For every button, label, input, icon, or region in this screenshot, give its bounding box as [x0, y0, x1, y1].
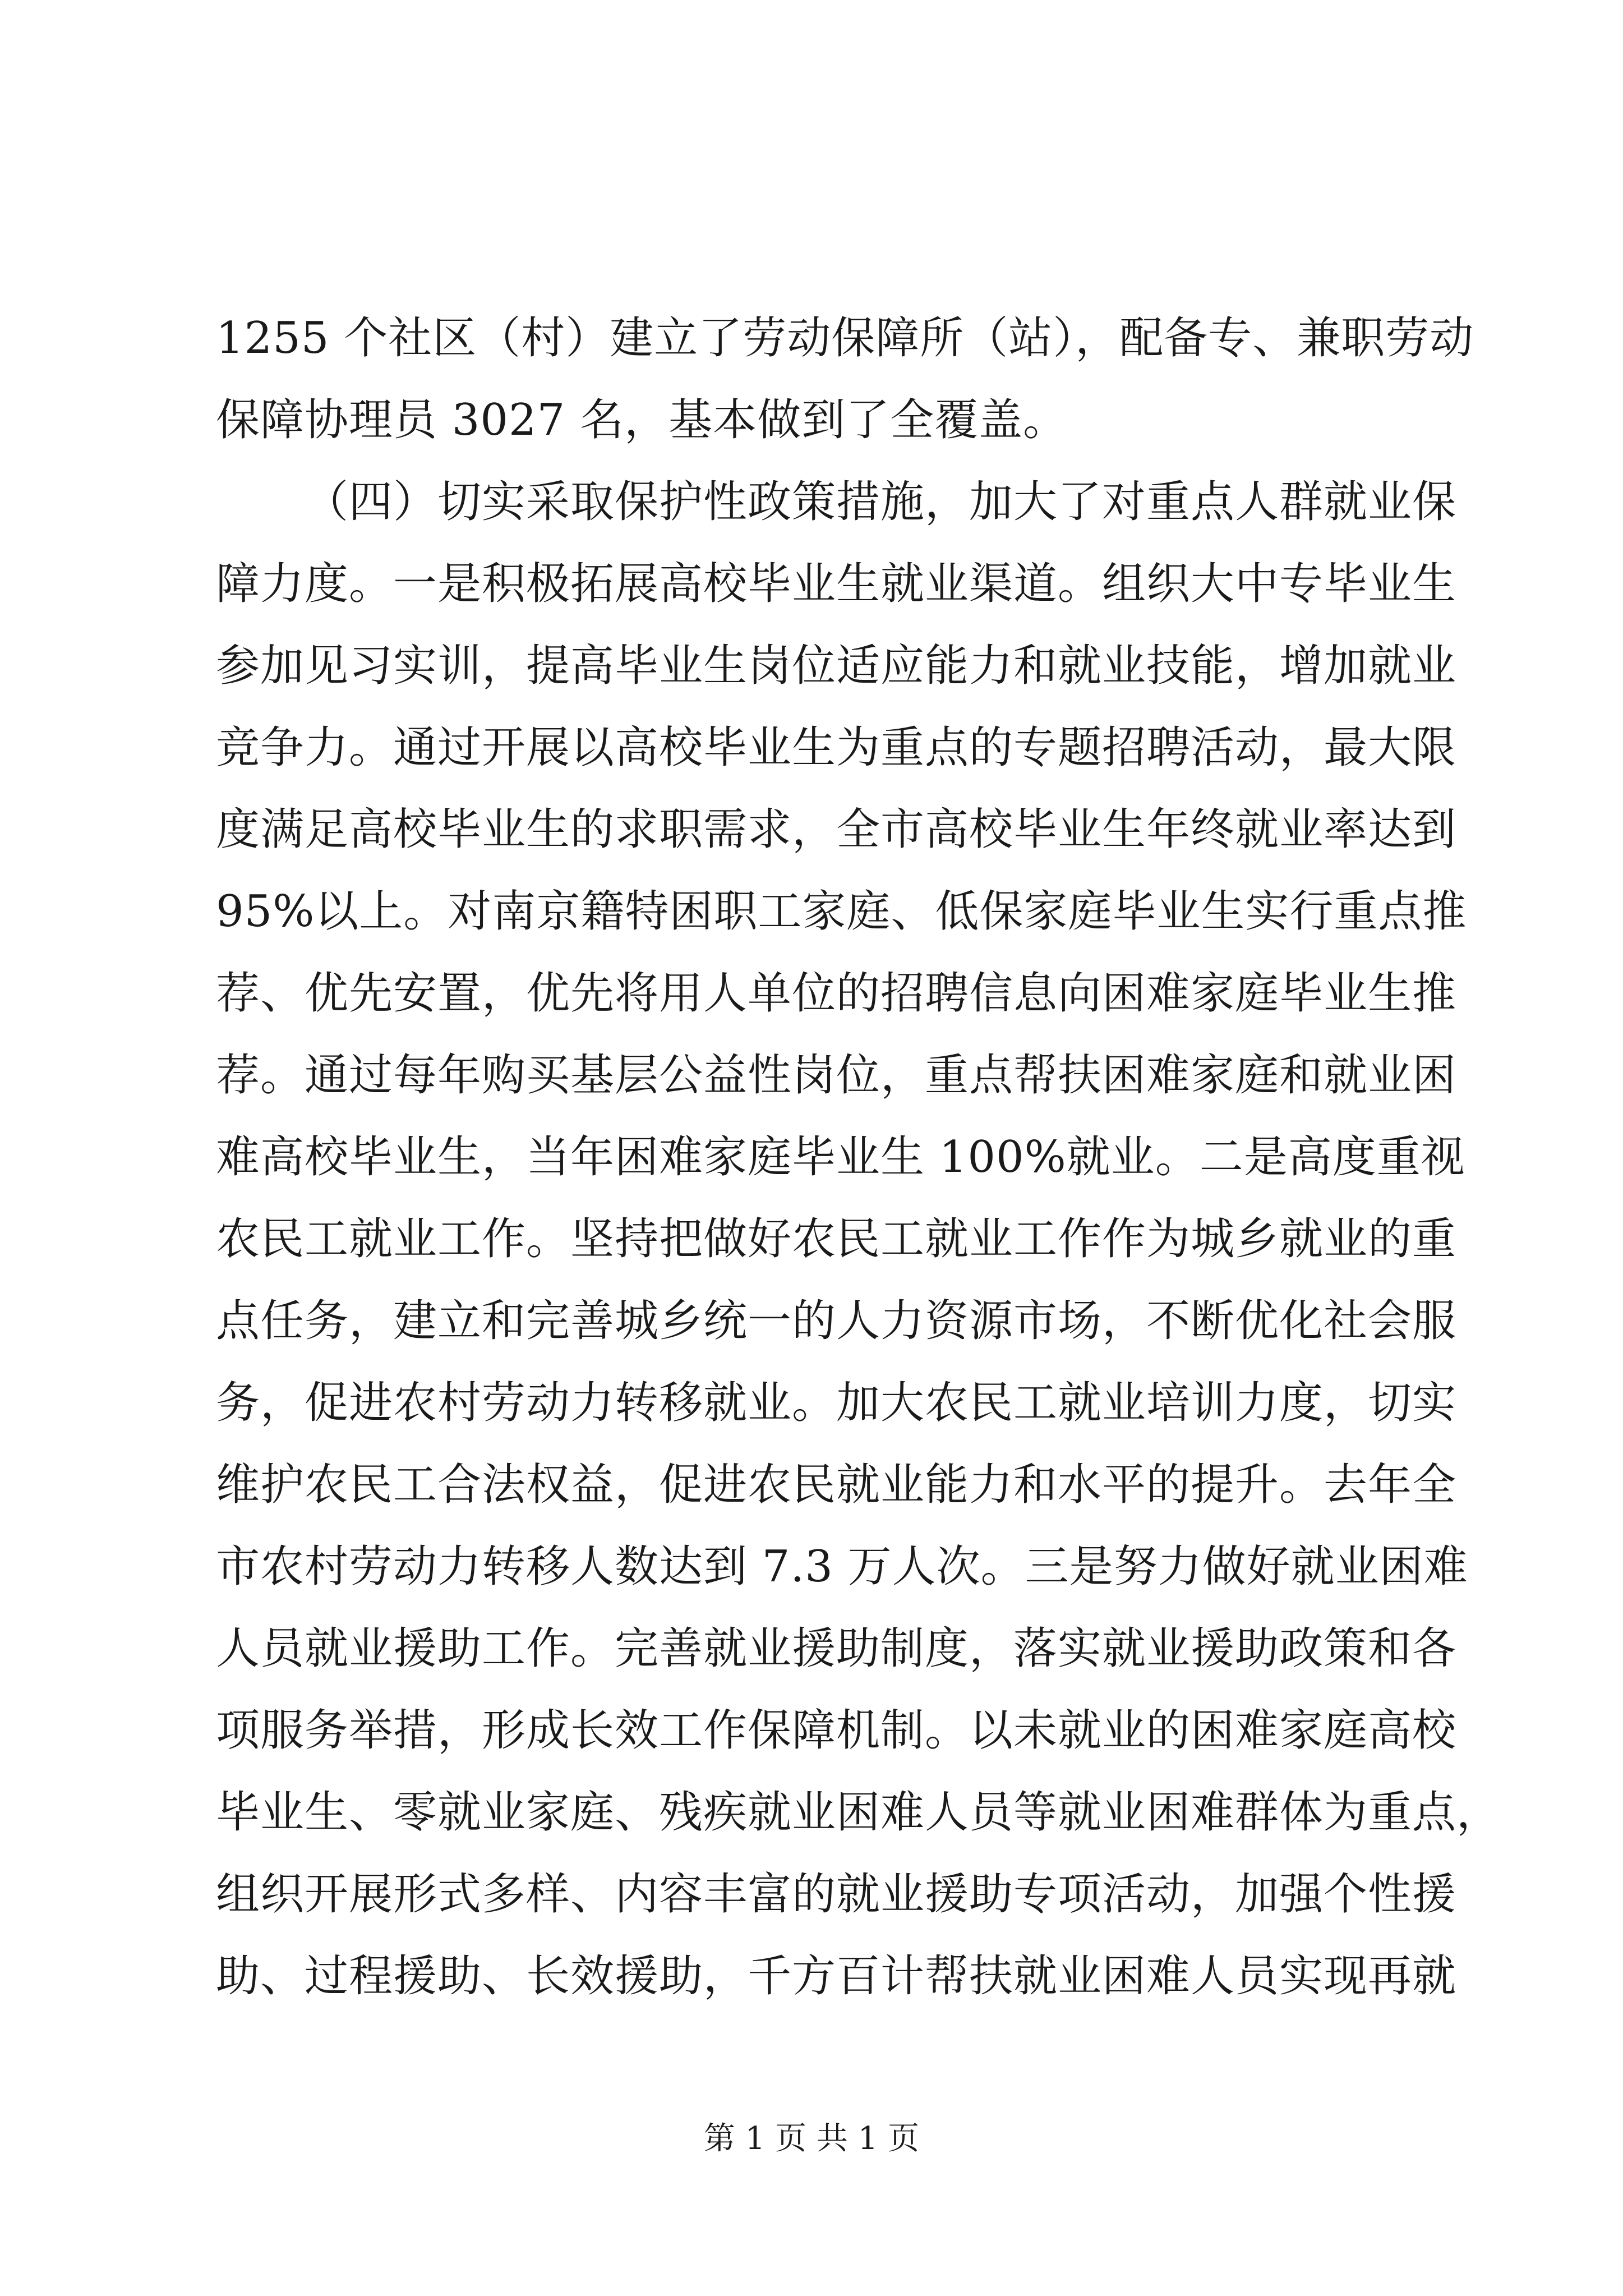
text-line: 务，促进农村劳动力转移就业。加大农民工就业培训力度，切实 — [216, 1378, 1457, 1428]
text-line: 项服务举措，形成长效工作保障机制。以未就业的困难家庭高校 — [216, 1705, 1457, 1756]
text-line: 人员就业援助工作。完善就业援助制度，落实就业援助政策和各 — [216, 1623, 1457, 1674]
text-line: 毕业生、零就业家庭、残疾就业困难人员等就业困难群体为重点， — [216, 1787, 1501, 1838]
document-body — [216, 297, 1501, 2017]
text-line: 1255 个社区（村）建立了劳动保障所（站），配备专、兼职劳动 — [216, 313, 1474, 364]
text-line: 市农村劳动力转移人数达到 7.3 万人次。三是努力做好就业困难 — [216, 1542, 1468, 1592]
paragraph-start-line: （四）切实采取保护性政策措施，加大了对重点人群就业保 — [305, 477, 1457, 527]
text-line: 保障协理员 3027 名，基本做到了全覆盖。 — [216, 395, 1068, 445]
text-line: 维护农民工合法权益，促进农民就业能力和水平的提升。去年全 — [216, 1460, 1457, 1510]
text-line: 组织开展形式多样、内容丰富的就业援助专项活动，加强个性援 — [216, 1869, 1457, 1920]
text-line: 障力度。一是积极拓展高校毕业生就业渠道。组织大中专毕业生 — [216, 559, 1457, 609]
text-line: 95%以上。对南京籍特困职工家庭、低保家庭毕业生实行重点推 — [216, 886, 1467, 937]
text-line: 度满足高校毕业生的求职需求，全市高校毕业生年终就业率达到 — [216, 804, 1457, 855]
text-line: 荐、优先安置，优先将用人单位的招聘信息向困难家庭毕业生推 — [216, 968, 1457, 1019]
text-line: 点任务，建立和完善城乡统一的人力资源市场，不断优化社会服 — [216, 1296, 1457, 1346]
text-line: 参加见习实训，提高毕业生岗位适应能力和就业技能，增加就业 — [216, 641, 1457, 691]
text-line: 竞争力。通过开展以高校毕业生为重点的专题招聘活动，最大限 — [216, 723, 1457, 773]
text-line: 难高校毕业生，当年困难家庭毕业生 100%就业。二是高度重视 — [216, 1132, 1465, 1182]
page-number-footer: 第 1 页 共 1 页 — [703, 2120, 920, 2157]
text-line: 农民工就业工作。坚持把做好农民工就业工作作为城乡就业的重 — [216, 1214, 1457, 1264]
text-line: 荐。通过每年购买基层公益性岗位，重点帮扶困难家庭和就业困 — [216, 1050, 1457, 1101]
text-line: 助、过程援助、长效援助，千方百计帮扶就业困难人员实现再就 — [216, 1951, 1457, 2001]
